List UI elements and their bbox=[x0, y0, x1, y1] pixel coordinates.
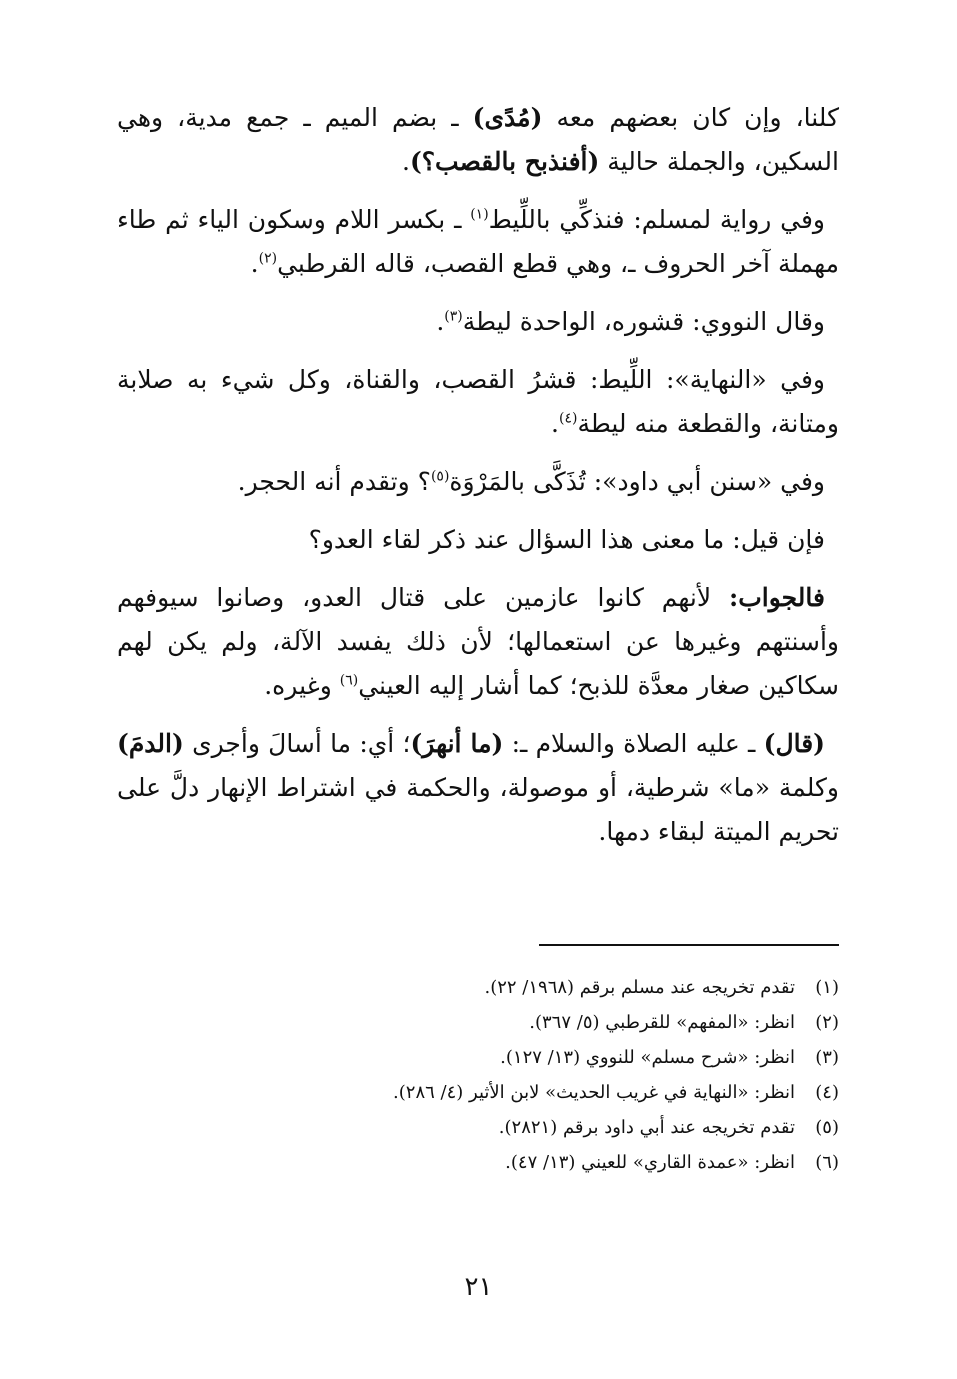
footnote-ref[interactable]: (٣) bbox=[444, 308, 463, 325]
footnote-text: انظر: «شرح مسلم» للنووي (١٣/ ١٢٧). bbox=[500, 1047, 795, 1068]
text-run: فإن قيل: ما معنى هذا السؤال عند ذكر لقاء العدو؟ bbox=[308, 525, 825, 554]
paragraph-3 bbox=[117, 300, 839, 344]
paragraph-5 bbox=[117, 460, 839, 504]
footnote-item bbox=[117, 1145, 839, 1180]
paragraph-7 bbox=[117, 576, 839, 708]
text-run: . bbox=[436, 307, 445, 336]
footnote-text: انظر: «النهاية في غريب الحديث» لابن الأثير (٤/ ٢٨٦). bbox=[393, 1082, 795, 1103]
paragraph-2 bbox=[117, 198, 839, 286]
footnote-number: (٣) bbox=[815, 1047, 839, 1068]
text-run: ـ بضم الميم ـ جمع مدية، وهي السكين، والجملة حالية bbox=[117, 103, 839, 176]
footnote-item bbox=[117, 1075, 839, 1110]
text-run: وغيره. bbox=[264, 671, 340, 700]
paragraph-1 bbox=[117, 96, 839, 184]
text-run: ـ عليه الصلاة والسلام ـ: bbox=[503, 729, 764, 758]
quoted-term: (أفنذبح بالقصب؟) bbox=[409, 147, 600, 176]
text-run: وقال النووي: قشوره، الواحدة ليطة bbox=[462, 307, 825, 336]
footnote-number: (٢) bbox=[815, 1012, 839, 1033]
footnote-ref[interactable]: (٦) bbox=[339, 672, 359, 689]
main-text bbox=[117, 96, 839, 868]
text-run: وفي «سنن أبي داود»: تُذَكَّى بالمَرْوَة bbox=[449, 467, 825, 496]
footnote-ref[interactable]: (١) bbox=[470, 206, 489, 223]
footnote-divider bbox=[539, 944, 839, 946]
text-run: ؟ وتقدم أنه الحجر. bbox=[237, 467, 431, 496]
footnote-item bbox=[117, 970, 839, 1005]
text-run: ؛ أي: ما أسالَ وأجرى bbox=[183, 729, 411, 758]
footnote-text: انظر: «المفهم» للقرطبي (٥/ ٣٦٧). bbox=[529, 1012, 795, 1033]
footnote-item bbox=[117, 1040, 839, 1075]
footnote-ref[interactable]: (٢) bbox=[258, 250, 278, 267]
paragraph-8 bbox=[117, 722, 839, 854]
footnote-text: تقدم تخريجه عند أبي داود برقم (٢٨٢١). bbox=[498, 1117, 795, 1138]
footnote-item bbox=[117, 1110, 839, 1145]
quoted-term: (الدمَ) bbox=[117, 729, 184, 758]
footnotes bbox=[117, 970, 839, 1180]
answer-label: فالجواب: bbox=[729, 583, 825, 612]
text-run: . bbox=[551, 409, 559, 438]
paragraph-4 bbox=[117, 358, 839, 446]
text-run: لأنهم كانوا عازمين على قتال العدو، وصانوا سيوفهم وأسنتهم وغيرها عن استعمالها؛ لأن ذلك يفسد الآلة، ولم يكن لهم سكاكين صغار معدَّة للذبح؛ كما أشار إليه العيني bbox=[117, 583, 839, 700]
page-number: ٢١ bbox=[464, 1272, 493, 1302]
text-run: . bbox=[250, 249, 259, 278]
footnote-number: (٥) bbox=[815, 1117, 839, 1138]
text-run: وفي رواية لمسلم: فنذكِّي باللِّيط bbox=[488, 205, 825, 234]
footnote-number: (٤) bbox=[815, 1082, 839, 1103]
text-run: كلنا، وإن كان بعضهم معه bbox=[542, 103, 839, 132]
quoted-term: (مُدًى) bbox=[472, 103, 543, 132]
text-run: وفي «النهاية»: اللِّيط: قشرُ القصب، والقناة، وكل شيء به صلابة ومتانة، والقطعة منه ليطة bbox=[117, 365, 839, 438]
footnote-ref[interactable]: (٤) bbox=[558, 410, 578, 427]
footnote-number: (١) bbox=[815, 977, 839, 998]
text-run: ـ بكسر اللام وسكون الياء ثم طاء مهملة آخر الحروف ـ، وهي قطع القصب، قاله القرطبي bbox=[117, 205, 839, 278]
footnote-number: (٦) bbox=[815, 1152, 839, 1173]
text-run: . bbox=[401, 147, 410, 176]
footnote-text: انظر: «عمدة القاري» للعيني (١٣/ ٤٧). bbox=[505, 1152, 795, 1173]
quoted-term: (ما أنهرَ) bbox=[410, 729, 504, 758]
footnote-ref[interactable]: (٥) bbox=[430, 468, 450, 485]
footnote-item bbox=[117, 1005, 839, 1040]
paragraph-6 bbox=[117, 518, 839, 562]
quoted-term: (قال) bbox=[763, 729, 825, 758]
text-run: وكلمة «ما» شرطية، أو موصولة، والحكمة في اشتراط الإنهار دلَّ على تحريم الميتة لبقاء دمها. bbox=[117, 773, 839, 846]
footnote-text: تقدم تخريجه عند مسلم برقم (١٩٦٨/ ٢٢). bbox=[484, 977, 795, 998]
